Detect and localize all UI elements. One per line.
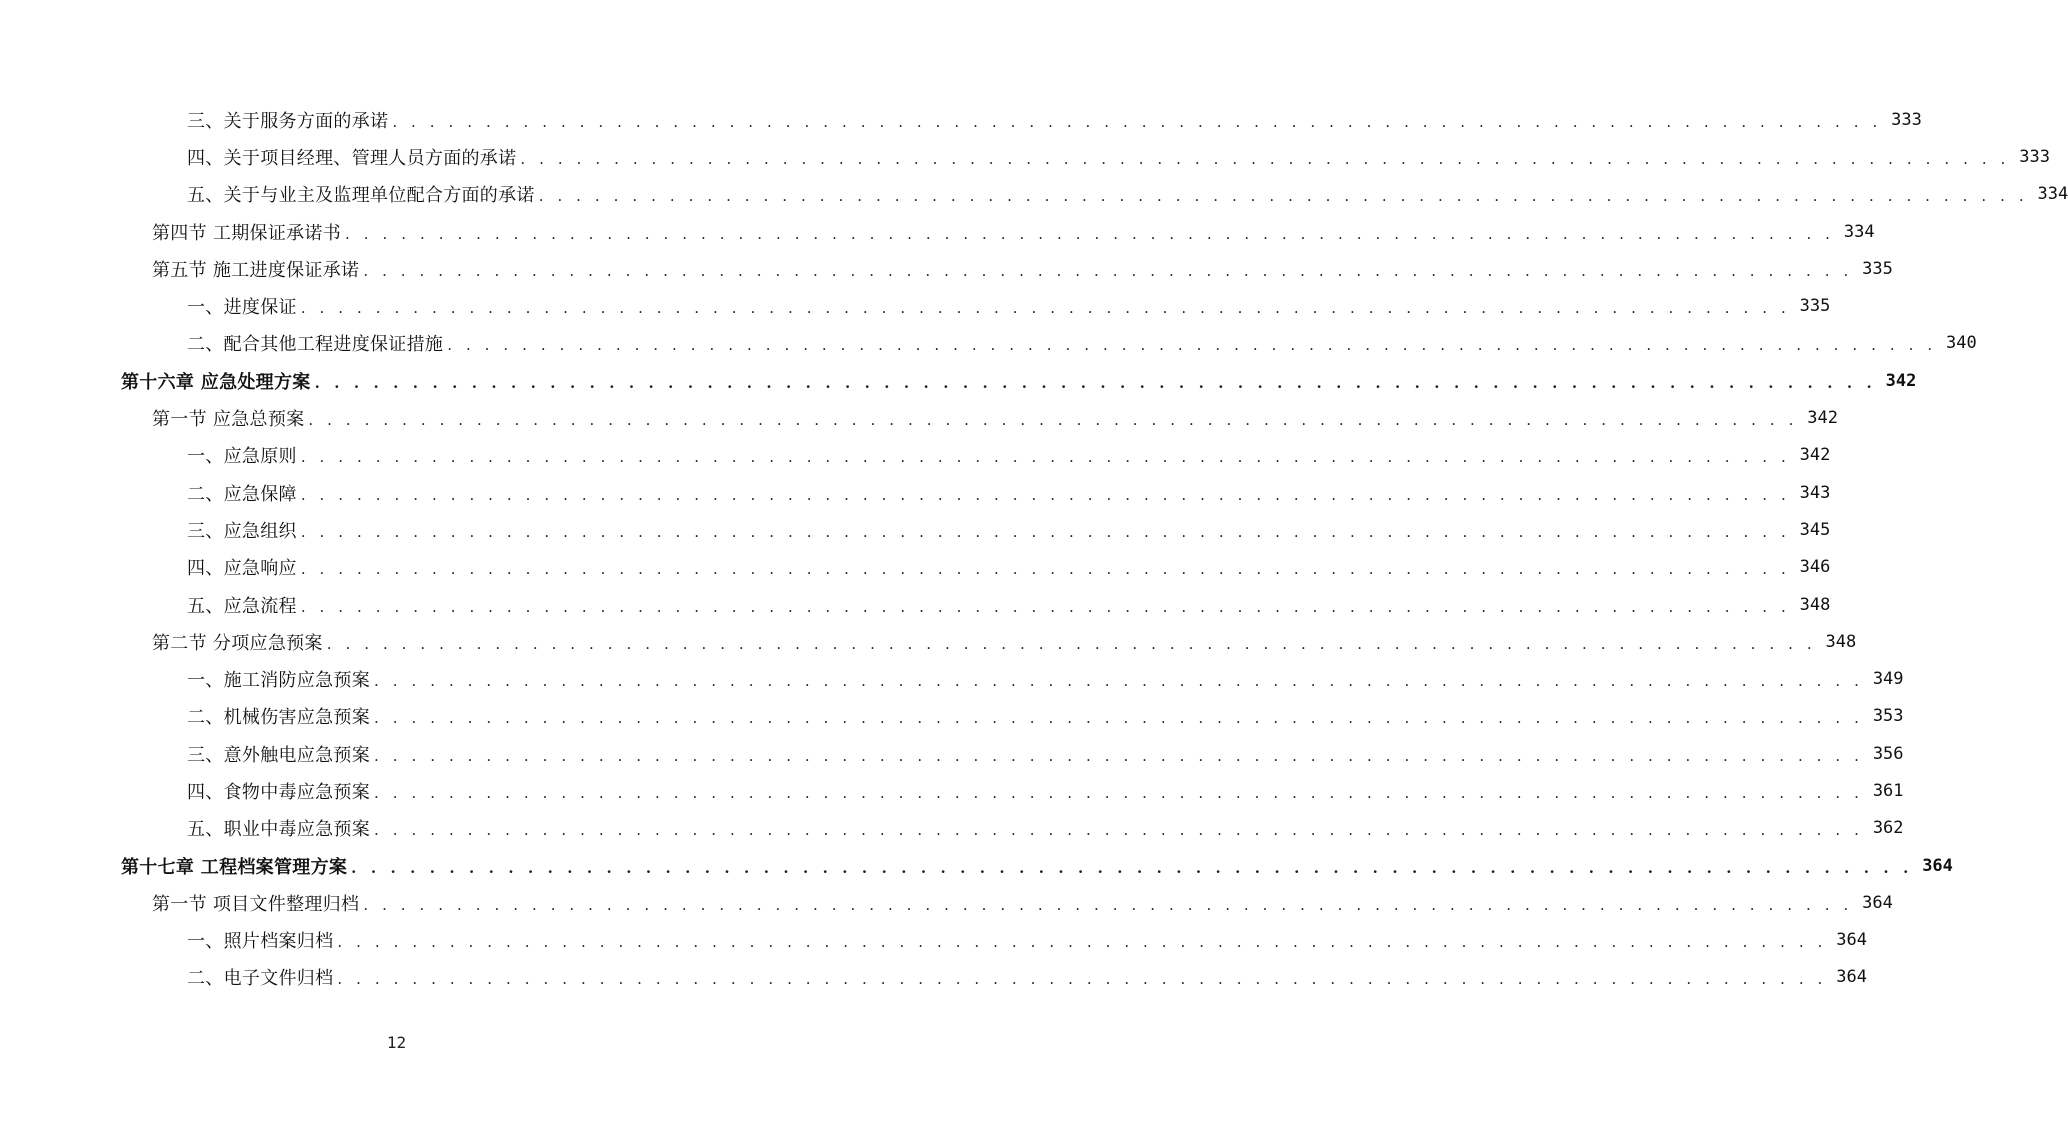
page-number: 12 [386, 1033, 407, 1052]
toc-entry-label: 一、进度保证 [187, 297, 297, 319]
toc-entry-page: 335 [1862, 258, 1893, 279]
toc-entry-label: 一、应急原则 [187, 446, 297, 468]
toc-entry[interactable] [0, 287, 1831, 324]
toc-entry[interactable] [0, 213, 1875, 250]
toc-entry-label: 五、职业中毒应急预案 [187, 819, 370, 841]
toc-leader-dots: . . . . . . . . . . . . . . . . . . . . . . . . . . . . . . . . . . . . . . . . . . . . . . . . . . . . . . . . . . . . . . . . . . . . . . . . . . . . . . . . [308, 411, 1798, 430]
toc-entry-page: 334 [1843, 221, 1875, 242]
toc-entry-label: 第四节 工期保证承诺书 [152, 222, 342, 244]
toc-entry-label: 第一节 应急总预案 [152, 409, 305, 431]
toc-entry[interactable] [0, 101, 1922, 138]
toc-leader-dots: . . . . . . . . . . . . . . . . . . . . . . . . . . . . . . . . . . . . . . . . . . . . . . . . . . . . . . . . . . . . . . . . . . . . . . . . . . . . . . . . [345, 224, 1835, 243]
toc-entry-page: 348 [1799, 594, 1831, 615]
toc-entry-page: 348 [1825, 631, 1857, 652]
toc-entry-page: 340 [1946, 333, 1977, 354]
toc-entry-label: 第五节 施工进度保证承诺 [152, 259, 360, 281]
toc-entry-page: 364 [1922, 855, 1953, 876]
toc-entry-page: 356 [1872, 743, 1904, 764]
toc-leader-dots: . . . . . . . . . . . . . . . . . . . . . . . . . . . . . . . . . . . . . . . . . . . . . . . . . . . . . . . . . . . . . . . . . . . . . . . . . . . . . . . . [326, 634, 1817, 653]
toc-entry-page: 362 [1872, 818, 1904, 839]
toc-leader-dots: . . . . . . . . . . . . . . . . . . . . . . . . . . . . . . . . . . . . . . . . . . . . . . . . . . . . . . . . . . . . . . . . . . . . . . . . . . . . . . . . [300, 522, 1791, 541]
toc-leader-dots: . . . . . . . . . . . . . . . . . . . . . . . . . . . . . . . . . . . . . . . . . . . . . . . . . . . . . . . . . . . . . . . . . . . . . . . . . . . . . . . . [374, 783, 1864, 802]
toc-entry-label: 二、配合其他工程进度保证措施 [187, 334, 444, 356]
toc-entry-label: 第十六章 应急处理方案 [121, 371, 311, 393]
toc-leader-dots: . . . . . . . . . . . . . . . . . . . . . . . . . . . . . . . . . . . . . . . . . . . . . . . . . . . . . . . . . . . . . . . . . . . . . . . . . . . . . . . . [300, 448, 1791, 467]
toc-entry[interactable] [0, 176, 2068, 213]
toc-leader-dots: . . . . . . . . . . . . . . . . . . . . . . . . . . . . . . . . . . . . . . . . . . . . . . . . . . . . . . . . . . . . . . . . . . . . . . . . . . . . . . . . [337, 970, 1827, 989]
toc-leader-dots: . . . . . . . . . . . . . . . . . . . . . . . . . . . . . . . . . . . . . . . . . . . . . . . . . . . . . . . . . . . . . . . . . . . . . . . . . . . . . . . . [447, 336, 1937, 355]
toc-entry[interactable] [0, 437, 1831, 474]
toc-entry-label: 五、关于与业主及监理单位配合方面的承诺 [187, 185, 535, 207]
toc-leader-dots: . . . . . . . . . . . . . . . . . . . . . . . . . . . . . . . . . . . . . . . . . . . . . . . . . . . . . . . . . . . . . . . . . . . . . . . . . . . . . . . . [374, 821, 1864, 840]
toc-entry[interactable] [0, 399, 1838, 436]
toc-entry[interactable] [0, 772, 1904, 809]
toc-entry-page: 346 [1799, 557, 1831, 578]
toc-entry[interactable] [0, 250, 1893, 287]
toc-entry-page: 364 [1836, 967, 1867, 988]
toc-leader-dots: . . . . . . . . . . . . . . . . . . . . . . . . . . . . . . . . . . . . . . . . . . . . . . . . . . . . . . . . . . . . . . . . . . . . . . . . . . . . . . . . [300, 299, 1791, 318]
toc-leader-dots: . . . . . . . . . . . . . . . . . . . . . . . . . . . . . . . . . . . . . . . . . . . . . . . . . . . . . . . . . . . . . . . . . . . . . . . . . . . . . . . . [351, 858, 1913, 877]
toc-leader-dots: . . . . . . . . . . . . . . . . . . . . . . . . . . . . . . . . . . . . . . . . . . . . . . . . . . . . . . . . . . . . . . . . . . . . . . . . . . . . . . . . [314, 373, 1877, 392]
toc-entry-label: 二、机械伤害应急预案 [187, 707, 370, 729]
toc-leader-dots: . . . . . . . . . . . . . . . . . . . . . . . . . . . . . . . . . . . . . . . . . . . . . . . . . . . . . . . . . . . . . . . . . . . . . . . . . . . . . . . . [538, 187, 2029, 206]
toc-entry[interactable] [0, 623, 1857, 660]
toc-entry-label: 四、应急响应 [187, 558, 297, 580]
toc-entry-page: 364 [1836, 930, 1867, 951]
toc-entry-label: 四、食物中毒应急预案 [187, 781, 370, 803]
toc-entry-page: 345 [1799, 519, 1831, 540]
toc-entry[interactable] [0, 735, 1904, 772]
toc-leader-dots: . . . . . . . . . . . . . . . . . . . . . . . . . . . . . . . . . . . . . . . . . . . . . . . . . . . . . . . . . . . . . . . . . . . . . . . . . . . . . . . . [392, 112, 1882, 131]
toc-entry[interactable] [0, 884, 1893, 921]
toc-entry[interactable] [0, 847, 1953, 884]
toc-entry-label: 第二节 分项应急预案 [152, 632, 323, 654]
toc-entry[interactable] [0, 549, 1831, 586]
toc-leader-dots: . . . . . . . . . . . . . . . . . . . . . . . . . . . . . . . . . . . . . . . . . . . . . . . . . . . . . . . . . . . . . . . . . . . . . . . . . . . . . . . . [300, 597, 1791, 616]
toc-leader-dots: . . . . . . . . . . . . . . . . . . . . . . . . . . . . . . . . . . . . . . . . . . . . . . . . . . . . . . . . . . . . . . . . . . . . . . . . . . . . . . . . [363, 895, 1853, 914]
toc-entry-label: 三、应急组织 [187, 520, 297, 542]
toc-leader-dots: . . . . . . . . . . . . . . . . . . . . . . . . . . . . . . . . . . . . . . . . . . . . . . . . . . . . . . . . . . . . . . . . . . . . . . . . . . . . . . . . [300, 485, 1791, 504]
toc-entry-page: 334 [2037, 184, 2068, 205]
toc-entry-label: 五、应急流程 [187, 595, 297, 617]
toc-entry[interactable] [0, 810, 1904, 847]
toc-leader-dots: . . . . . . . . . . . . . . . . . . . . . . . . . . . . . . . . . . . . . . . . . . . . . . . . . . . . . . . . . . . . . . . . . . . . . . . . . . . . . . . . [374, 709, 1864, 728]
toc-leader-dots: . . . . . . . . . . . . . . . . . . . . . . . . . . . . . . . . . . . . . . . . . . . . . . . . . . . . . . . . . . . . . . . . . . . . . . . . . . . . . . . . [374, 746, 1864, 765]
toc-entry-label: 二、电子文件归档 [187, 968, 334, 990]
toc-entry[interactable] [0, 325, 1977, 362]
toc-leader-dots: . . . . . . . . . . . . . . . . . . . . . . . . . . . . . . . . . . . . . . . . . . . . . . . . . . . . . . . . . . . . . . . . . . . . . . . . . . . . . . . . [520, 149, 2010, 168]
toc-entry[interactable] [0, 660, 1904, 697]
toc-entry-page: 342 [1807, 408, 1838, 429]
toc-entry-page: 349 [1872, 669, 1904, 690]
table-of-contents [0, 101, 2068, 996]
toc-entry[interactable] [0, 362, 1917, 399]
toc-entry-label: 第一节 项目文件整理归档 [152, 893, 360, 915]
toc-entry[interactable] [0, 138, 2050, 175]
toc-entry-page: 343 [1799, 482, 1831, 503]
toc-entry-label: 四、关于项目经理、管理人员方面的承诺 [187, 147, 517, 169]
toc-leader-dots: . . . . . . . . . . . . . . . . . . . . . . . . . . . . . . . . . . . . . . . . . . . . . . . . . . . . . . . . . . . . . . . . . . . . . . . . . . . . . . . . [300, 560, 1791, 579]
toc-entry-label: 第十七章 工程档案管理方案 [121, 856, 348, 878]
toc-entry-page: 342 [1799, 445, 1831, 466]
toc-leader-dots: . . . . . . . . . . . . . . . . . . . . . . . . . . . . . . . . . . . . . . . . . . . . . . . . . . . . . . . . . . . . . . . . . . . . . . . . . . . . . . . . [363, 261, 1853, 280]
toc-entry-label: 三、关于服务方面的承诺 [187, 110, 389, 132]
toc-entry-label: 一、照片档案归档 [187, 931, 334, 953]
toc-entry-page: 333 [1891, 109, 1922, 130]
toc-entry[interactable] [0, 474, 1831, 511]
toc-entry-label: 二、应急保障 [187, 483, 297, 505]
toc-entry-page: 364 [1862, 892, 1893, 913]
toc-entry[interactable] [0, 586, 1831, 623]
toc-leader-dots: . . . . . . . . . . . . . . . . . . . . . . . . . . . . . . . . . . . . . . . . . . . . . . . . . . . . . . . . . . . . . . . . . . . . . . . . . . . . . . . . [337, 933, 1827, 952]
toc-entry-page: 342 [1885, 370, 1917, 391]
toc-entry-page: 353 [1872, 706, 1904, 727]
toc-entry[interactable] [0, 959, 1867, 996]
toc-entry-label: 一、施工消防应急预案 [187, 670, 370, 692]
toc-entry-page: 361 [1872, 780, 1904, 801]
toc-entry[interactable] [0, 511, 1831, 548]
toc-entry-page: 335 [1799, 296, 1831, 317]
toc-entry[interactable] [0, 922, 1867, 959]
toc-entry-label: 三、意外触电应急预案 [187, 744, 370, 766]
toc-leader-dots: . . . . . . . . . . . . . . . . . . . . . . . . . . . . . . . . . . . . . . . . . . . . . . . . . . . . . . . . . . . . . . . . . . . . . . . . . . . . . . . . [374, 672, 1864, 691]
toc-entry-page: 333 [2019, 146, 2050, 167]
toc-entry[interactable] [0, 698, 1904, 735]
